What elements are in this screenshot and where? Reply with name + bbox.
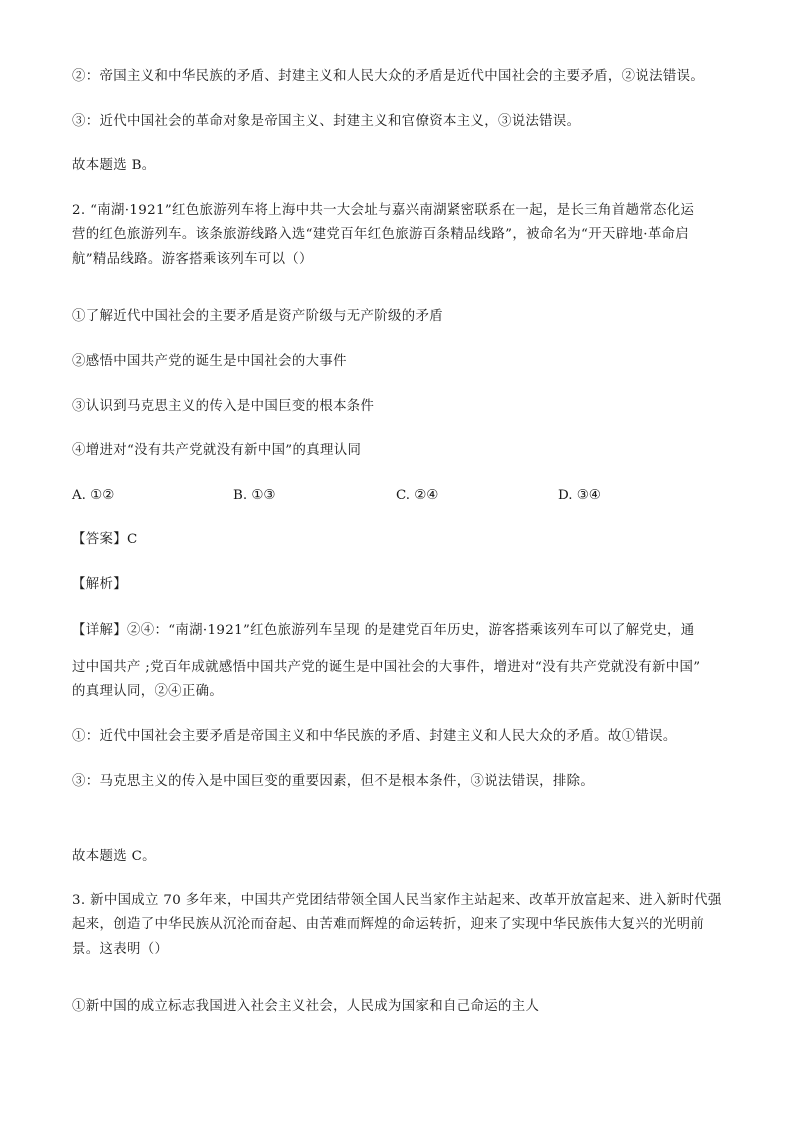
q2-analysis-1: ①：近代中国社会主要矛盾是帝国主义和中华民族的矛盾、封建主义和人民大众的矛盾。故①错误。 xyxy=(72,729,677,744)
q2-statement-4: ④增进对“没有共产党就没有新中国”的真理认同 xyxy=(72,443,362,458)
q2-detail-line-3: 的真理认同，②④正确。 xyxy=(72,684,224,699)
q2-detail-line-1 xyxy=(72,621,694,640)
detail-tag: 【详解】 xyxy=(72,623,127,638)
q2-analysis-3: ③：马克思主义的传入是中国巨变的重要因素，但不是根本条件，③说法错误，排除。 xyxy=(72,774,595,789)
q2-option-d: D. ③④ xyxy=(558,488,601,503)
q2-analysis-tag: 【解析】 xyxy=(72,577,127,592)
q2-conclusion: 故本题选 C。 xyxy=(72,849,156,864)
detail-text-1: ②④：“南湖·1921”红色旅游列车呈现 的是建党百年历史，游客搭乘该列车可以了解党史，通 xyxy=(126,623,695,638)
q2-option-b: B. ①③ xyxy=(233,488,276,503)
q2-statement-3: ③认识到马克思主义的传入是中国巨变的根本条件 xyxy=(72,399,375,414)
q2-statement-1: ①了解近代中国社会的主要矛盾是资产阶级与无产阶级的矛盾 xyxy=(72,309,443,324)
prev-analysis-3: ③：近代中国社会的革命对象是帝国主义、封建主义和官僚资本主义，③说法错误。 xyxy=(72,114,581,129)
q2-option-c: C. ②④ xyxy=(396,488,439,503)
answer-tag: 【答案】 xyxy=(72,532,127,547)
q2-option-a: A. ①② xyxy=(72,488,115,503)
q2-detail-line-2: 过中国共产 ;党百年成就感悟中国共产党的诞生是中国社会的大事件，增进对“没有共产党就没有新中国” xyxy=(72,660,701,675)
q2-stem-line-2: 营的红色旅游列车。该条旅游线路入选“建党百年红色旅游百条精品线路”，被命名为“开天辟地·革命启 xyxy=(72,227,690,242)
prev-conclusion: 故本题选 B。 xyxy=(72,158,156,173)
q2-statement-2: ②感悟中国共产党的诞生是中国社会的大事件 xyxy=(72,354,347,369)
q3-statement-1: ①新中国的成立标志我国进入社会主义社会，人民成为国家和自己命运的主人 xyxy=(72,999,540,1014)
q2-answer xyxy=(72,530,138,549)
answer-value: C xyxy=(126,532,138,547)
q2-stem-line-1: 2. “南湖·1921”红色旅游列车将上海中共一大会址与嘉兴南湖紧密联系在一起，是长三角首趟常态化运 xyxy=(72,203,695,218)
q3-stem-line-2: 起来，创造了中华民族从沉沦而奋起、由苦难而辉煌的命运转折，迎来了实现中华民族伟大复兴的光明前 xyxy=(72,917,705,932)
q3-stem-line-3: 景。这表明（） xyxy=(72,942,169,957)
prev-analysis-2: ②：帝国主义和中华民族的矛盾、封建主义和人民大众的矛盾是近代中国社会的主要矛盾，②说法错误。 xyxy=(72,69,705,84)
q2-stem-line-3: 航”精品线路。游客搭乘该列车可以（） xyxy=(72,252,313,267)
q3-stem-line-1: 3. 新中国成立 70 多年来，中国共产党团结带领全国人民当家作主站起来、改革开放富起来、进入新时代强 xyxy=(72,893,722,908)
